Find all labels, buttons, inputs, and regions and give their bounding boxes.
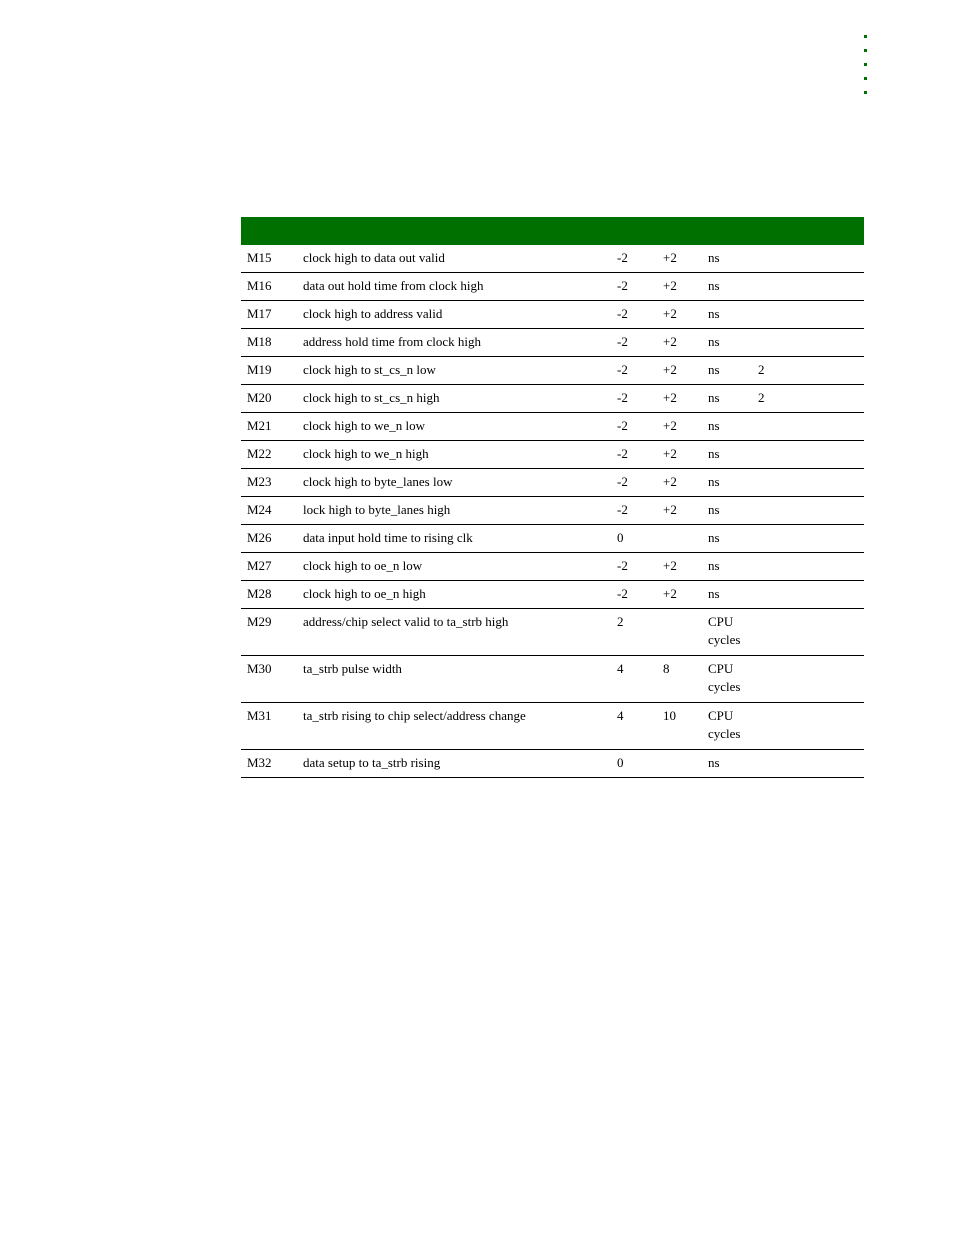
unit-line-2: cycles — [708, 726, 741, 741]
cell-note — [758, 703, 864, 750]
cell-description: clock high to oe_n low — [303, 553, 617, 581]
timing-parameters-table — [241, 217, 864, 778]
cell-unit — [708, 656, 758, 703]
cell-note — [758, 497, 864, 525]
cell-max: +2 — [663, 245, 708, 273]
cell-max: +2 — [663, 497, 708, 525]
cell-unit: ns — [708, 441, 758, 469]
cell-description: data setup to ta_strb rising — [303, 750, 617, 778]
cell-description: clock high to we_n high — [303, 441, 617, 469]
cell-unit: ns — [708, 525, 758, 553]
unit-line-1: CPU — [708, 614, 734, 629]
cell-note — [758, 413, 864, 441]
cell-max: +2 — [663, 273, 708, 301]
unit-line-1: CPU — [708, 661, 734, 676]
cell-min: -2 — [617, 357, 663, 385]
cell-max — [663, 525, 708, 553]
cell-max: +2 — [663, 553, 708, 581]
cell-unit: ns — [708, 329, 758, 357]
cell-min: 2 — [617, 609, 663, 656]
cell-symbol: M20 — [241, 385, 303, 413]
cell-max: +2 — [663, 413, 708, 441]
cell-min: -2 — [617, 441, 663, 469]
header-cell-notes — [758, 217, 864, 245]
cell-unit: ns — [708, 357, 758, 385]
cell-min: -2 — [617, 469, 663, 497]
table-row — [241, 301, 864, 329]
cell-description: ta_strb pulse width — [303, 656, 617, 703]
header-cell-symbol — [241, 217, 303, 245]
header-cell-min — [617, 217, 663, 245]
cell-note: 2 — [758, 357, 864, 385]
cell-min: -2 — [617, 553, 663, 581]
cell-description: lock high to byte_lanes high — [303, 497, 617, 525]
cell-max: +2 — [663, 329, 708, 357]
cell-max: +2 — [663, 581, 708, 609]
table-row — [241, 441, 864, 469]
cell-description: ta_strb rising to chip select/address change — [303, 703, 617, 750]
cell-max: +2 — [663, 357, 708, 385]
cell-description: data input hold time to rising clk — [303, 525, 617, 553]
unit-line-1: CPU — [708, 708, 734, 723]
cell-symbol: M28 — [241, 581, 303, 609]
cell-symbol: M17 — [241, 301, 303, 329]
cell-unit: ns — [708, 245, 758, 273]
cell-max: 10 — [663, 703, 708, 750]
cell-symbol: M32 — [241, 750, 303, 778]
cell-symbol: M15 — [241, 245, 303, 273]
cell-note — [758, 525, 864, 553]
table-header-row — [241, 217, 864, 245]
cell-max: +2 — [663, 301, 708, 329]
cell-min: -2 — [617, 497, 663, 525]
cell-min: -2 — [617, 385, 663, 413]
cell-max: +2 — [663, 385, 708, 413]
cell-note — [758, 329, 864, 357]
table-row — [241, 413, 864, 441]
cell-unit: ns — [708, 273, 758, 301]
cell-symbol: M16 — [241, 273, 303, 301]
cell-unit: ns — [708, 750, 758, 778]
cell-unit: ns — [708, 581, 758, 609]
table-row — [241, 273, 864, 301]
margin-dot — [864, 49, 867, 52]
cell-min: 4 — [617, 656, 663, 703]
margin-dot — [864, 91, 867, 94]
header-cell-unit — [708, 217, 758, 245]
cell-note — [758, 469, 864, 497]
cell-note — [758, 656, 864, 703]
table-row — [241, 469, 864, 497]
cell-description: address hold time from clock high — [303, 329, 617, 357]
cell-unit: ns — [708, 301, 758, 329]
cell-description: address/chip select valid to ta_strb high — [303, 609, 617, 656]
cell-max — [663, 609, 708, 656]
unit-line-2: cycles — [708, 632, 741, 647]
table-row — [241, 497, 864, 525]
cell-symbol: M27 — [241, 553, 303, 581]
table-row — [241, 385, 864, 413]
cell-unit: ns — [708, 497, 758, 525]
margin-dot — [864, 63, 867, 66]
cell-description: data out hold time from clock high — [303, 273, 617, 301]
cell-symbol: M19 — [241, 357, 303, 385]
cell-symbol: M21 — [241, 413, 303, 441]
cell-max: 8 — [663, 656, 708, 703]
unit-line-2: cycles — [708, 679, 741, 694]
table-row — [241, 750, 864, 778]
cell-max — [663, 750, 708, 778]
cell-note — [758, 245, 864, 273]
cell-note — [758, 273, 864, 301]
table-header — [241, 217, 864, 245]
table-row — [241, 245, 864, 273]
cell-description: clock high to byte_lanes low — [303, 469, 617, 497]
cell-note — [758, 441, 864, 469]
table-row — [241, 581, 864, 609]
cell-min: -2 — [617, 273, 663, 301]
cell-max: +2 — [663, 469, 708, 497]
cell-symbol: M30 — [241, 656, 303, 703]
cell-unit: ns — [708, 553, 758, 581]
cell-symbol: M22 — [241, 441, 303, 469]
cell-min: -2 — [617, 245, 663, 273]
cell-description: clock high to st_cs_n low — [303, 357, 617, 385]
cell-description: clock high to data out valid — [303, 245, 617, 273]
table-row — [241, 703, 864, 750]
cell-min: -2 — [617, 301, 663, 329]
table-row — [241, 525, 864, 553]
margin-dot — [864, 35, 867, 38]
cell-note — [758, 553, 864, 581]
table-row — [241, 609, 864, 656]
margin-dot — [864, 77, 867, 80]
cell-unit — [708, 609, 758, 656]
cell-unit: ns — [708, 413, 758, 441]
cell-note — [758, 750, 864, 778]
cell-min: -2 — [617, 581, 663, 609]
cell-note — [758, 301, 864, 329]
cell-symbol: M31 — [241, 703, 303, 750]
cell-description: clock high to address valid — [303, 301, 617, 329]
table-body — [241, 245, 864, 778]
cell-symbol: M26 — [241, 525, 303, 553]
cell-note — [758, 609, 864, 656]
cell-note — [758, 581, 864, 609]
cell-min: -2 — [617, 413, 663, 441]
cell-min: 0 — [617, 750, 663, 778]
cell-description: clock high to we_n low — [303, 413, 617, 441]
cell-symbol: M23 — [241, 469, 303, 497]
margin-dot-column — [864, 35, 870, 105]
cell-symbol: M29 — [241, 609, 303, 656]
header-cell-description — [303, 217, 617, 245]
cell-unit: ns — [708, 385, 758, 413]
table-row — [241, 329, 864, 357]
cell-unit — [708, 703, 758, 750]
table-row — [241, 553, 864, 581]
cell-max: +2 — [663, 441, 708, 469]
cell-description: clock high to oe_n high — [303, 581, 617, 609]
cell-symbol: M24 — [241, 497, 303, 525]
header-cell-max — [663, 217, 708, 245]
cell-min: 4 — [617, 703, 663, 750]
cell-note: 2 — [758, 385, 864, 413]
table-row — [241, 656, 864, 703]
cell-min: -2 — [617, 329, 663, 357]
cell-description: clock high to st_cs_n high — [303, 385, 617, 413]
cell-symbol: M18 — [241, 329, 303, 357]
cell-unit: ns — [708, 469, 758, 497]
table-row — [241, 357, 864, 385]
cell-min: 0 — [617, 525, 663, 553]
